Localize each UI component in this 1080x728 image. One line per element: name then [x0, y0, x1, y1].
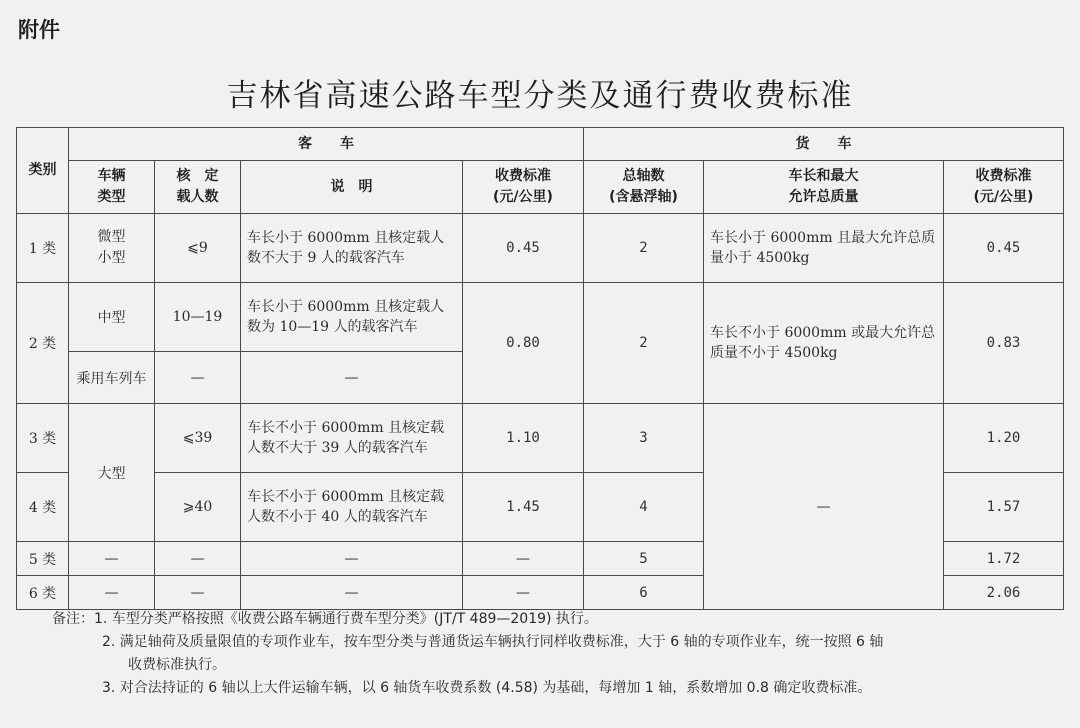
truck-desc-cell: — — [704, 404, 944, 610]
truck-rate-cell: 1.72 — [944, 542, 1064, 576]
category-cell: 2 类 — [17, 283, 69, 404]
axles-cell: 6 — [584, 576, 704, 610]
axles-cell: 5 — [584, 542, 704, 576]
vehicle-type-cell: 微型 小型 — [69, 214, 155, 283]
axles-cell: 2 — [584, 283, 704, 404]
passenger-rate-cell: 0.45 — [463, 214, 584, 283]
header-description: 说 明 — [241, 161, 463, 214]
header-truck: 货 车 — [584, 128, 1064, 161]
vehicle-type-cell: — — [69, 576, 155, 610]
header-axles: 总轴数 (含悬浮轴) — [584, 161, 704, 214]
note-2-continued: 收费标准执行。 — [128, 657, 226, 673]
table-row — [17, 214, 1064, 283]
axles-cell: 2 — [584, 214, 704, 283]
truck-rate-cell: 1.57 — [944, 473, 1064, 542]
seats-cell: 10—19 — [155, 283, 241, 352]
notes-section — [52, 608, 1072, 700]
category-cell: 6 类 — [17, 576, 69, 610]
description-cell: 车长不小于 6000mm 且核定载人数不小于 40 人的载客汽车 — [241, 473, 463, 542]
vehicle-type-cell: 中型 — [69, 283, 155, 352]
truck-desc-cell: 车长不小于 6000mm 或最大允许总质量不小于 4500kg — [704, 283, 944, 404]
category-cell: 5 类 — [17, 542, 69, 576]
passenger-rate-cell: 0.80 — [463, 283, 584, 404]
header-category: 类别 — [17, 128, 69, 214]
table-row — [17, 404, 1064, 473]
description-cell: — — [241, 542, 463, 576]
seats-cell: — — [155, 352, 241, 404]
note-3: 3. 对合法持证的 6 轴以上大件运输车辆，以 6 轴货车收费系数 (4.58) 为基础，每增加 1 轴，系数增加 0.8 确定收费标准。 — [102, 680, 872, 696]
seats-cell: — — [155, 576, 241, 610]
note-2: 2. 满足轴荷及质量限值的专项作业车，按车型分类与普通货运车辆执行同样收费标准，大于 6 轴的专项作业车，统一按照 6 轴 — [102, 634, 884, 650]
truck-rate-cell: 1.20 — [944, 404, 1064, 473]
description-cell: 车长不小于 6000mm 且核定载人数不大于 39 人的载客汽车 — [241, 404, 463, 473]
vehicle-type-cell: 大型 — [69, 404, 155, 542]
seats-cell: ⩽9 — [155, 214, 241, 283]
fee-table — [16, 127, 1064, 610]
seats-cell: ⩾40 — [155, 473, 241, 542]
category-cell: 3 类 — [17, 404, 69, 473]
description-cell: 车长小于 6000mm 且核定载人数不大于 9 人的载客汽车 — [241, 214, 463, 283]
vehicle-type-cell: — — [69, 542, 155, 576]
truck-rate-cell: 0.83 — [944, 283, 1064, 404]
header-truck-rate: 收费标准 (元/公里) — [944, 161, 1064, 214]
passenger-rate-cell: — — [463, 542, 584, 576]
header-vehicle-type: 车辆 类型 — [69, 161, 155, 214]
header-passenger: 客 车 — [69, 128, 584, 161]
seats-cell: — — [155, 542, 241, 576]
header-passenger-rate: 收费标准 (元/公里) — [463, 161, 584, 214]
header-length-mass: 车长和最大 允许总质量 — [704, 161, 944, 214]
axles-cell: 3 — [584, 404, 704, 473]
axles-cell: 4 — [584, 473, 704, 542]
passenger-rate-cell: 1.45 — [463, 473, 584, 542]
description-cell: — — [241, 576, 463, 610]
passenger-rate-cell: 1.10 — [463, 404, 584, 473]
truck-rate-cell: 2.06 — [944, 576, 1064, 610]
category-cell: 4 类 — [17, 473, 69, 542]
header-seats: 核 定 载人数 — [155, 161, 241, 214]
description-cell: — — [241, 352, 463, 404]
attachment-label: 附件 — [18, 18, 60, 42]
description-cell: 车长小于 6000mm 且核定载人数为 10—19 人的载客汽车 — [241, 283, 463, 352]
vehicle-type-cell: 乘用车列车 — [69, 352, 155, 404]
page-title: 吉林省高速公路车型分类及通行费收费标准 — [226, 78, 854, 114]
truck-desc-cell: 车长小于 6000mm 且最大允许总质量小于 4500kg — [704, 214, 944, 283]
seats-cell: ⩽39 — [155, 404, 241, 473]
table-row — [17, 283, 1064, 352]
truck-rate-cell: 0.45 — [944, 214, 1064, 283]
note-1: 备注：1. 车型分类严格按照《收费公路车辆通行费车型分类》(JT/T 489—2019) 执行。 — [52, 611, 598, 627]
category-cell: 1 类 — [17, 214, 69, 283]
passenger-rate-cell: — — [463, 576, 584, 610]
